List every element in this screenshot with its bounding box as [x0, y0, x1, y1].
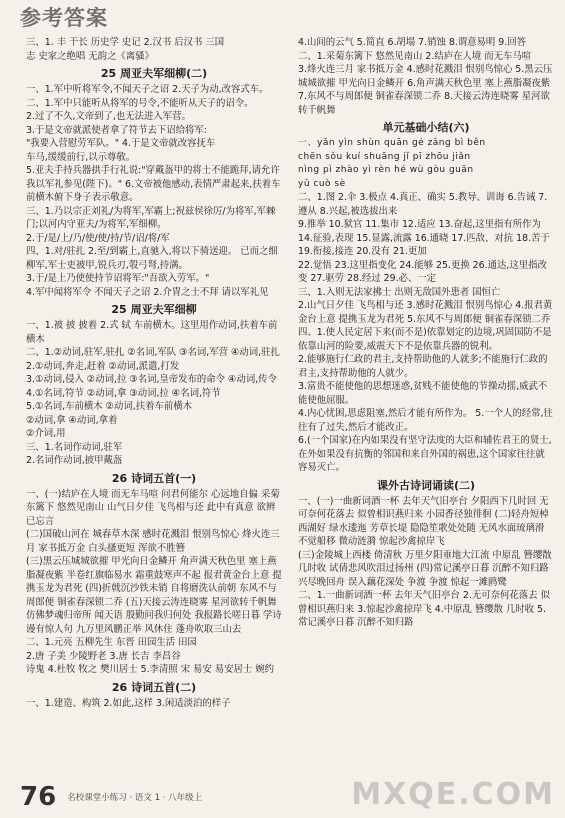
answer-line: (三)黑云压城城欲摧 甲光向日金鳞开 角声满天秋色里 塞上燕脂凝夜紫 半卷红旗临易水 霜重鼓寒声不起 报君黄金台上意 提携玉龙为君死 (四)折戟沉沙铁未销 自将磨洗认前朝 东风不与周郎便 铜雀春深锁二乔 (五)天接云涛连晓雾 星河欲转千帆舞 仿佛梦魂归帝所 闻天语 殷勤问我归何处 我报路长嗟日暮 学诗谩有惊人句 九万里风鹏正举 风休住 蓬舟吹取三山去: [26, 556, 282, 635]
answer-line: "我要入营慰劳军队。" 4.于是文帝就改容抚车: [26, 138, 216, 149]
answer-line: 2.唐 子美 少陵野老 3.唐 长吉 李昌谷: [26, 650, 181, 662]
pinyin-line: yǔ cuò sè: [298, 178, 346, 189]
answer-line: 5.①名词,车前横木 ②动词,扶着车前横木: [26, 401, 192, 412]
page-title: 参考答案: [20, 6, 108, 30]
answer-line: ②介词,用: [26, 428, 66, 439]
answer-line: 3.于/是上乃使使持节诏将军:"吾欲入劳军。": [26, 273, 210, 284]
section-heading: [26, 680, 282, 695]
answer-line: 一、1.被 披 披着 2.式 轼 车前横木。这里用作动词,扶着车前横木: [26, 320, 278, 345]
answer-line: 二、1.②动词,驻军,驻扎 ②名词,军队 ③名词,军营 ④动词,驻扎: [26, 347, 280, 358]
answer-line: 三、1.名词作动词,驻军: [26, 441, 123, 453]
answer-line: 一、(一)一曲新词酒一杯 去年天气旧亭台 夕阳西下几时回 无可奈何花落去 似曾相识燕归来 小园香径独徘徊 (二)轻舟短棹西湖好 绿水逶迤 芳草长堤 隐隐笙歌处处随 无风水面琉璃滑 不觉船移 微动涟漪 惊起沙禽掠岸飞: [298, 495, 549, 547]
answer-line: 四、1.使人民定居下来(而不是)依靠划定的边境,巩固国防不是依靠山河的险要,威震天下不是依靠兵器的锐利。: [298, 327, 552, 352]
heading-text: 诗词五首(一): [131, 471, 197, 485]
answer-line: 4.内心忧困,思虑阻塞,然后才能有所作为。 5.一个人的经常,往往有了过失,然后才能改正。: [298, 408, 553, 433]
answer-line: 车马,缓缓前行,以示尊敬。: [26, 151, 136, 163]
answer-line: 二、1.一曲新词酒一杯 去年天气旧亭台 2.无可奈何花落去 似曾相识燕归来 3.惊起沙禽掠岸飞 4.中原乱 簪缨散 几时收 5.常记溪亭日暮 沉醉不知归路: [298, 590, 550, 628]
answer-line: 诗鬼 4.杜牧 牧之 樊川居士 5.李清照 宋 易安 易安居士 婉约: [26, 664, 274, 675]
lesson-number: 25: [100, 67, 117, 80]
answer-line: 4.军中闻将军令 不闻天子之诏 2.介胄之士不拜 请以军礼见: [26, 286, 269, 298]
answer-line: 4.①名词,符节 ②动词,拿 ③动词,拉 ④名词,符节: [26, 387, 221, 399]
left-column: [26, 36, 282, 778]
heading-text: 课外古诗词诵读(二): [376, 478, 476, 492]
answer-line: 6.(一个国家)在内如果没有坚守法度的大臣和辅佐君王的贤士,在外如果没有抗衡的邻国和来自外国的祸患,这个国家往往就容易灭亡。: [298, 435, 552, 473]
watermark: MXQE.COM: [351, 777, 555, 812]
answer-line: 二、1.军中只能听从将军的号令,不能听从天子的诏令。: [26, 97, 254, 109]
answer-line: 3.富贵不能使他的思想迷惑,贫贱不能使他的节操动摇,威武不能使他屈服。: [298, 381, 548, 406]
answer-line: 志 史家之绝唱 无韵之《离骚》: [26, 50, 154, 62]
book-title: 名校课堂小练习 · 语文 1 · 八年级上: [67, 793, 203, 803]
page-footer: [20, 782, 202, 812]
pinyin-line: chēn sǒu kuí shuāng jǐ pī zhōu jiǎn: [298, 151, 471, 162]
pinyin-line: nìng pì zhào yì rèn hé wù gòu guān: [298, 165, 474, 175]
section-heading: [26, 66, 282, 81]
answer-line: 三、1.乃以宗正刘礼/为将军,军霸上;祝兹侯徐厉/为将军,军棘门;以河内守亚夫/为将军,军细柳。: [26, 205, 276, 230]
section-heading: [26, 471, 282, 486]
section-heading: [298, 478, 554, 493]
answer-line: 2.名词作动词,披甲戴盔: [26, 455, 123, 466]
answer-line: 2.能够施行仁政的君主,支持帮助他的人就多;不能施行仁政的君主,支持帮助他的人就少。: [298, 354, 548, 379]
page-header: [0, 0, 565, 30]
answer-line: 9.推举 10.狱官 11.集市 12.适应 13.奋起,这里指有所作为 14.征验,表现 15.显露,流露 16.通晓 17.匹敌、对抗 18.苦于 19.衔接,接连 20.没有 21.更加: [298, 219, 550, 257]
heading-text: 周亚夫军细柳: [130, 303, 197, 316]
heading-text: 诗词五首(二): [131, 680, 197, 694]
section-heading: [298, 120, 554, 135]
section-heading: [26, 302, 282, 317]
answer-line: 5.亚夫手持兵器拱手行礼说:"穿戴盔甲的将士不能跪拜,请允许我以军礼参见(陛下)。" 6.文帝被他感动,表情严肃起来,扶着车前横木俯下身子表示敬意。: [26, 165, 281, 203]
answer-line: 2.过了不久,文帝到了,也无法进入军营。: [26, 111, 191, 122]
page-number: 76: [20, 782, 57, 812]
answer-line: 4.山间的云气 5.简直 6.胡塌 7.销蚀 8.谓意易明 9.回答: [298, 37, 526, 48]
answer-line: 一、1.军中听将军令,不闻天子之诏 2.天子为动,改容式车。: [26, 84, 269, 95]
answer-line: (三)金陵城上西楼 倚清秋 万里夕阳垂地大江流 中原乱 簪缨散 几时收 试倩悲风吹泪过扬州 (四)常记溪亭日暮 沉醉不知归路 兴尽晚回舟 误入藕花深处 争渡 争渡 惊起一滩鸥鹭: [298, 549, 552, 588]
answer-line: 22.觉悟 23.这里指变化 24.能够 25.更换 26.通达,这里指改变 27.驱劳 28.经过 29.必、一定: [298, 259, 547, 284]
lesson-number: 25: [111, 303, 127, 316]
answer-line: 二、1.元亮 五柳先生 东晋 田园生活 田园: [26, 637, 197, 648]
answer-line: 一、1.建造、构筑 2.如此,这样 3.闲适淡泊的样子: [26, 697, 231, 709]
answer-line: (二)国破山河在 城春草木深 感时花溅泪 恨别鸟惊心 烽火连三月 家书抵万金 白头搔更短 浑欲不胜簪: [26, 529, 280, 554]
answer-line: 二、1.采菊东篱下 悠然见南山 2.结庐在人境 而无车马喧: [298, 50, 532, 62]
answer-line: ②动词,拿 ④动词,拿着: [26, 414, 118, 426]
answer-line: 四、1.对/驻扎 2.至/到霸上,直驰入,将以下骑送迎。 已而之细柳军,军士吏被甲,锐兵刃,彀弓弩,持满。: [26, 246, 278, 271]
heading-text: 周亚夫军细柳(二): [120, 67, 208, 80]
answer-line: 三、1.入则无法家拂士 出则无敌国外患者 国恒亡: [298, 286, 501, 298]
answer-line: 三、1. 丰 干长 历史学 史记 2.汉书 后汉书 三国: [26, 37, 225, 48]
right-column: [298, 36, 554, 778]
lesson-number: 26: [111, 471, 128, 485]
answer-line: 一、(一)结庐在人境 而无车马喧 问君何能尔 心远地自偏 采菊东篱下 悠然见南山 山气日夕佳 飞鸟相与还 此中有真意 欲辨已忘言: [26, 488, 280, 527]
answer-line: 2.于/是/上/乃/使/使/持/节/诏/将/军: [26, 232, 170, 244]
lesson-number: 26: [111, 680, 128, 694]
answer-line: 3.于是文帝就派使者拿了符节去下诏给将军:: [26, 124, 207, 136]
pinyin-line: 一、yǎn yìn shùn quān gé zǎng bì běn: [298, 138, 486, 148]
answer-line: 3.①动词,侵入 ②动词,拉 ③名词,皇帝发布的命令 ④动词,传令: [26, 374, 277, 385]
answer-line: 2.山气日夕佳 飞鸟相与还 3.感时花溅泪 恨别鸟惊心 4.报君黄金台上意 提携玉龙为君死 5.东风不与周郎便 铜雀春深锁二乔: [298, 300, 553, 325]
heading-text: 单元基础小结(六): [382, 121, 470, 134]
answer-line: 3.烽火连三月 家书抵万金 4.感时花溅泪 恨别鸟惊心 5.黑云压城城欲摧 甲光向日金鳞开 6.角声满天秋色里 塞上燕脂凝夜紫 7.东风不与周郎便 铜雀春深锁二乔 8.天接云涛连晓雾 星河欲转千帆舞: [298, 64, 553, 116]
answer-line: 二、1.图 2.伞 3.极点 4.真正、确实 5.教导、训诲 6.告诫 7.遵从 8.兴起,被选拔出来: [298, 192, 548, 217]
answer-line: 2.①动词,奔走,赶着 ②动词,派遣,打发: [26, 360, 180, 372]
